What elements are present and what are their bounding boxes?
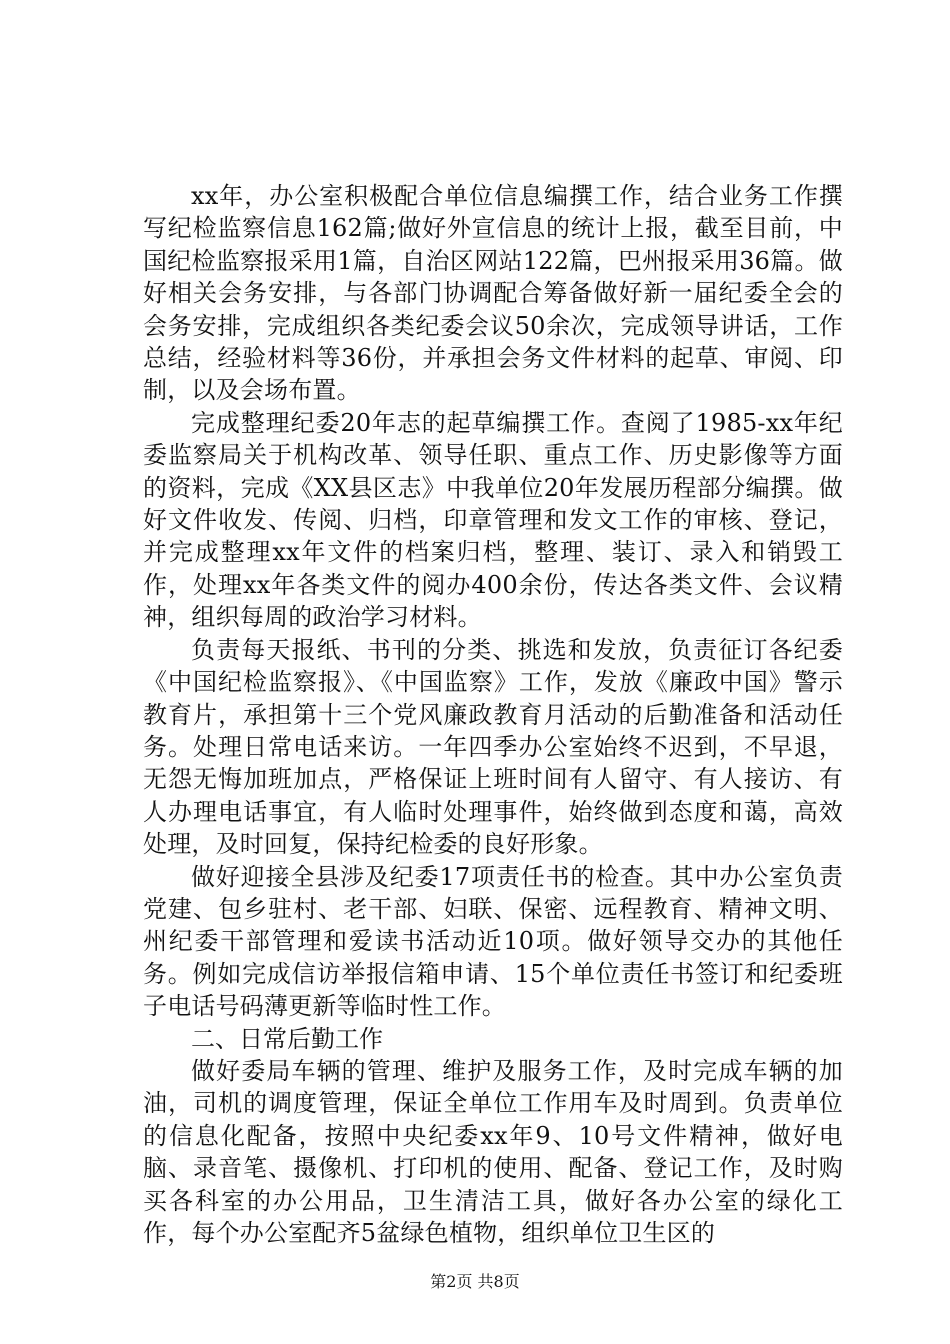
paragraph-vehicle-management: 做好委局车辆的管理、维护及服务工作，及时完成车辆的加油，司机的调度管理，保证全单位工作用车及时周到。负责单位的信息化配备，按照中央纪委xx年9、10号文件精神，做好电脑、录音笔、摄像机、打印机的使用、配备、登记工作，及时购买各科室的办公用品，卫生清洁工具，做好各办公室的绿化工作，每个办公室配齐5盆绿色植物，组织单位卫生区的 bbox=[143, 1056, 843, 1247]
paragraph-responsibility-inspection: 做好迎接全县涉及纪委17项责任书的检查。其中办公室负责党建、包乡驻村、老干部、妇联、保密、远程教育、精神文明、州纪委干部管理和爱读书活动近10项。做好领导交办的其他任务。例如完成信访举报信箱申请、15个单位责任书签订和纪委班子电话号码薄更新等临时性工作。 bbox=[143, 862, 843, 1021]
section-heading-logistics: 二、日常后勤工作 bbox=[191, 1024, 383, 1053]
paragraph-annals-compilation: 完成整理纪委20年志的起草编撰工作。查阅了1985-xx年纪委监察局关于机构改革、领导任职、重点工作、历史影像等方面的资料，完成《XX县区志》中我单位20年发展历程部分编撰。做好文件收发、传阅、归档，印章管理和发文工作的审核、登记，并完成整理xx年文件的档案归档，整理、装订、录入和销毁工作，处理xx年各类文件的阅办400余份，传达各类文件、会议精神，组织每周的政治学习材料。 bbox=[143, 408, 843, 632]
paragraph-newspaper-distribution: 负责每天报纸、书刊的分类、挑选和发放，负责征订各纪委《中国纪检监察报》、《中国监察》工作，发放《廉政中国》警示教育片，承担第十三个党风廉政教育月活动的后勤准备和活动任务。处理日常电话来访。一年四季办公室始终不迟到，不早退，无怨无悔加班加点，严格保证上班时间有人留守、有人接访、有人办理电话事宜，有人临时处理事件，始终做到态度和蔼，高效处理，及时回复，保持纪检委的良好形象。 bbox=[143, 635, 843, 859]
paragraph-info-writing: xx年，办公室积极配合单位信息编撰工作，结合业务工作撰写纪检监察信息162篇;做好外宣信息的统计上报，截至目前，中国纪检监察报采用1篇，自治区网站122篇，巴州报采用36篇。做好相关会务安排，与各部门协调配合筹备做好新一届纪委全会的会务安排，完成组织各类纪委会议50余次，完成领导讲话，工作总结，经验材料等36份，并承担会务文件材料的起草、审阅、印制，以及会场布置。 bbox=[143, 182, 843, 405]
page-number-footer: 第2页 共8页 bbox=[430, 1272, 520, 1291]
document-body bbox=[143, 180, 843, 1249]
